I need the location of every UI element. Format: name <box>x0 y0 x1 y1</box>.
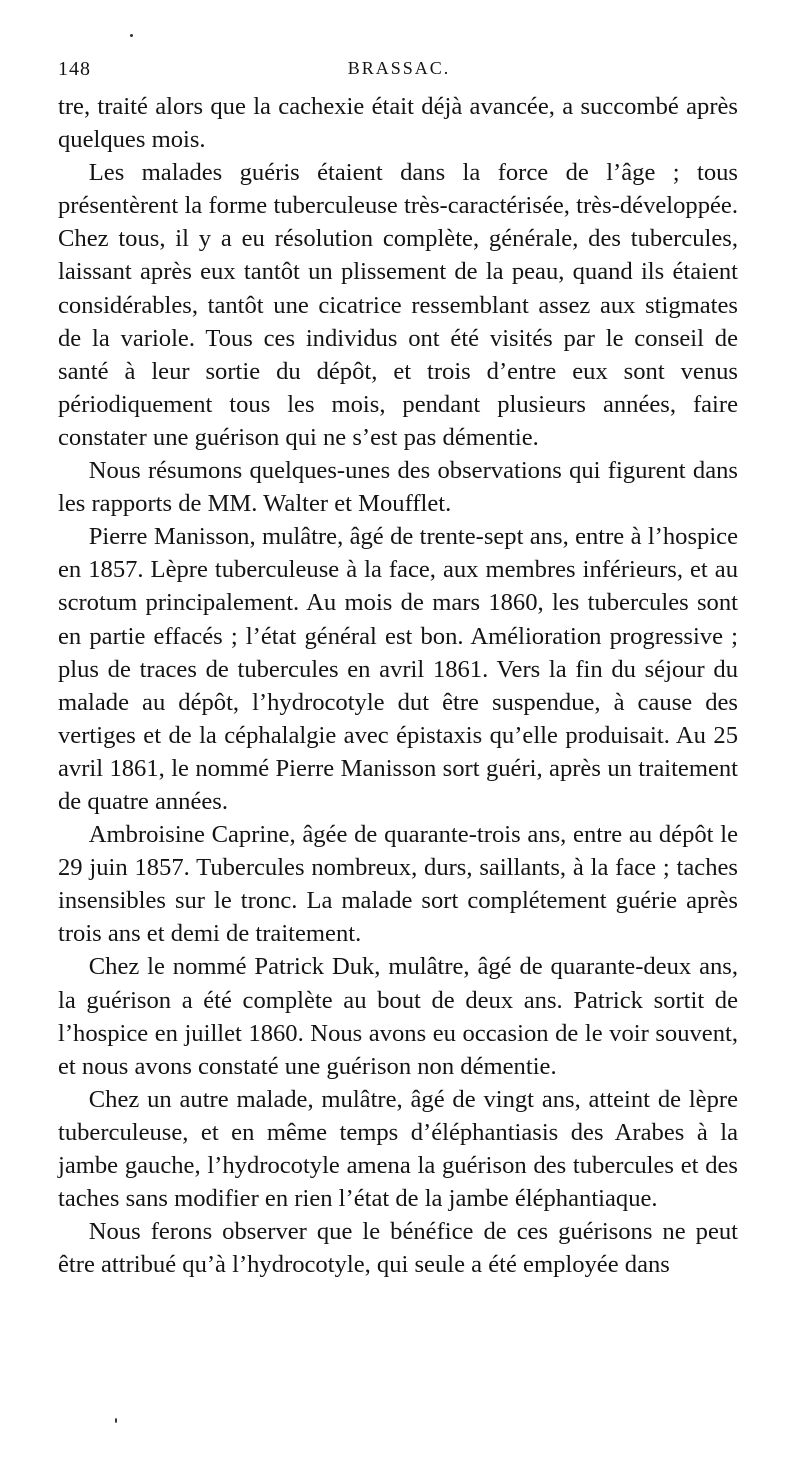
paragraph-caprine: Ambroisine Caprine, âgée de quarante-trois ans, entre au dépôt le 29 juin 1857. Tubercules nombreux, durs, saillants, à la face ; taches insensibles sur le tronc. La malade sort complétement guérie après trois ans et demi de traitement. <box>58 821 738 948</box>
paragraph-observations: Nous résumons quelques-unes des observations qui figurent dans les rapports de MM. Walter et Moufflet. <box>58 457 738 518</box>
running-head: BRASSAC. <box>347 58 451 78</box>
paragraph-autre-malade: Chez un autre malade, mulâtre, âgé de vingt ans, atteint de lèpre tuberculeuse, et en même temps d’éléphantiasis des Arabes à la jambe gauche, l’hydrocotyle amena la guérison des tubercules et des taches sans modifier en rien l’état de la jambe éléphantiaque. <box>58 1085 738 1213</box>
page-header <box>58 58 740 86</box>
paragraph-conclusion: Nous ferons observer que le bénéfice de ces guérisons ne peut être attribué qu’à l’hydrocotyle, qui seule a été employée dans <box>58 1218 738 1279</box>
print-speck <box>115 1418 117 1423</box>
paragraph-manisson: Pierre Manisson, mulâtre, âgé de trente-sept ans, entre à l’hospice en 1857. Lèpre tuberculeuse à la face, aux membres inférieurs, et au scrotum principalement. Au mois de mars 1860, les tubercules sont en partie effacés ; l’état général est bon. Amélioration progressive ; plus de traces de tubercules en avril 1861. Vers la fin du séjour du malade au dépôt, l’hydrocotyle dut être suspendue, à cause des vertiges et de la céphalalgie avec épistaxis qu’elle produisait. Au 25 avril 1861, le nommé Pierre Manisson sort guéri, après un traitement de quatre années. <box>58 523 738 815</box>
body-text <box>58 90 738 1281</box>
paragraph-continuation: tre, traité alors que la cachexie était déjà avancée, a succombé après quelques mois. <box>58 93 738 154</box>
page-number: 148 <box>58 58 91 80</box>
paragraph-gueris: Les malades guéris étaient dans la force de l’âge ; tous présentèrent la forme tuberculeuse très-caractérisée, très-développée. Chez tous, il y a eu résolution complète, générale, des tubercules, laissant après eux tantôt un plissement de la peau, quand ils étaient considérables, tantôt une cicatrice ressemblant assez aux stigmates de la variole. Tous ces individus ont été visités par le conseil de santé à leur sortie du dépôt, et trois d’entre eux sont venus périodiquement tous les mois, pendant plusieurs années, faire constater une guérison qui ne s’est pas démentie. <box>58 159 738 451</box>
paragraph-duk: Chez le nommé Patrick Duk, mulâtre, âgé de quarante-deux ans, la guérison a été complète au bout de deux ans. Patrick sortit de l’hospice en juillet 1860. Nous avons eu occasion de le voir souvent, et nous avons constaté une guérison non démentie. <box>58 953 738 1080</box>
print-speck <box>130 34 133 37</box>
